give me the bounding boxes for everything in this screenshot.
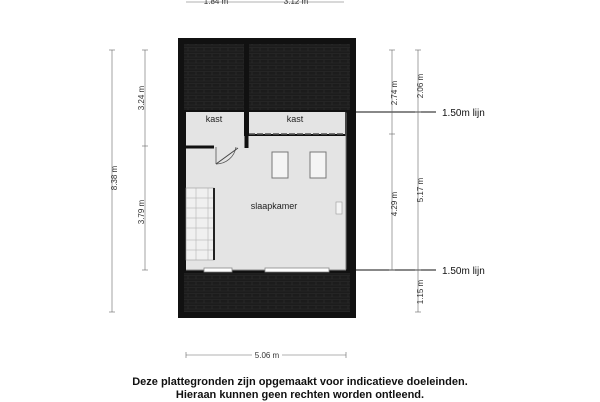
window-bottom-right — [265, 268, 329, 272]
dim-total-height: 8.38 m — [110, 165, 119, 191]
dim-left-upper: 3.24 m — [137, 85, 146, 111]
dim-right-outer-top: 2.06 m — [416, 73, 425, 99]
skylight-left — [272, 152, 288, 178]
roof-tiles-bottom — [184, 273, 350, 312]
roof-tiles-top-left — [184, 44, 244, 110]
room-label-kast-left: kast — [205, 114, 223, 124]
line-150-lower-label: 1.50m lijn — [442, 266, 485, 277]
staircase — [186, 188, 214, 260]
disclaimer-line-1: Deze plattegronden zijn opgemaakt voor indicatieve doeleinden. — [132, 376, 468, 388]
dim-top-right: 3.12 m — [283, 0, 309, 6]
dim-bottom-width: 5.06 m — [254, 351, 280, 360]
window-bottom-left — [204, 268, 232, 272]
dim-right-inner-middle: 4.29 m — [390, 191, 399, 217]
dim-top-left: 1.84 m — [203, 0, 229, 6]
dim-left-lower: 3.79 m — [137, 199, 146, 225]
room-label-slaapkamer: slaapkamer — [250, 201, 298, 211]
radiator — [336, 202, 342, 214]
skylight-right — [310, 152, 326, 178]
dim-right-inner-top: 2.74 m — [390, 80, 399, 106]
roof-tiles-top-right — [249, 44, 350, 110]
dim-right-outer-middle: 5.17 m — [416, 177, 425, 203]
line-150-upper-label: 1.50m lijn — [442, 108, 485, 119]
room-label-kast-right: kast — [286, 114, 304, 124]
disclaimer-line-2: Hieraan kunnen geen rechten worden ontleend. — [175, 389, 425, 401]
dim-right-outer-bottom: 1.15 m — [416, 279, 425, 305]
